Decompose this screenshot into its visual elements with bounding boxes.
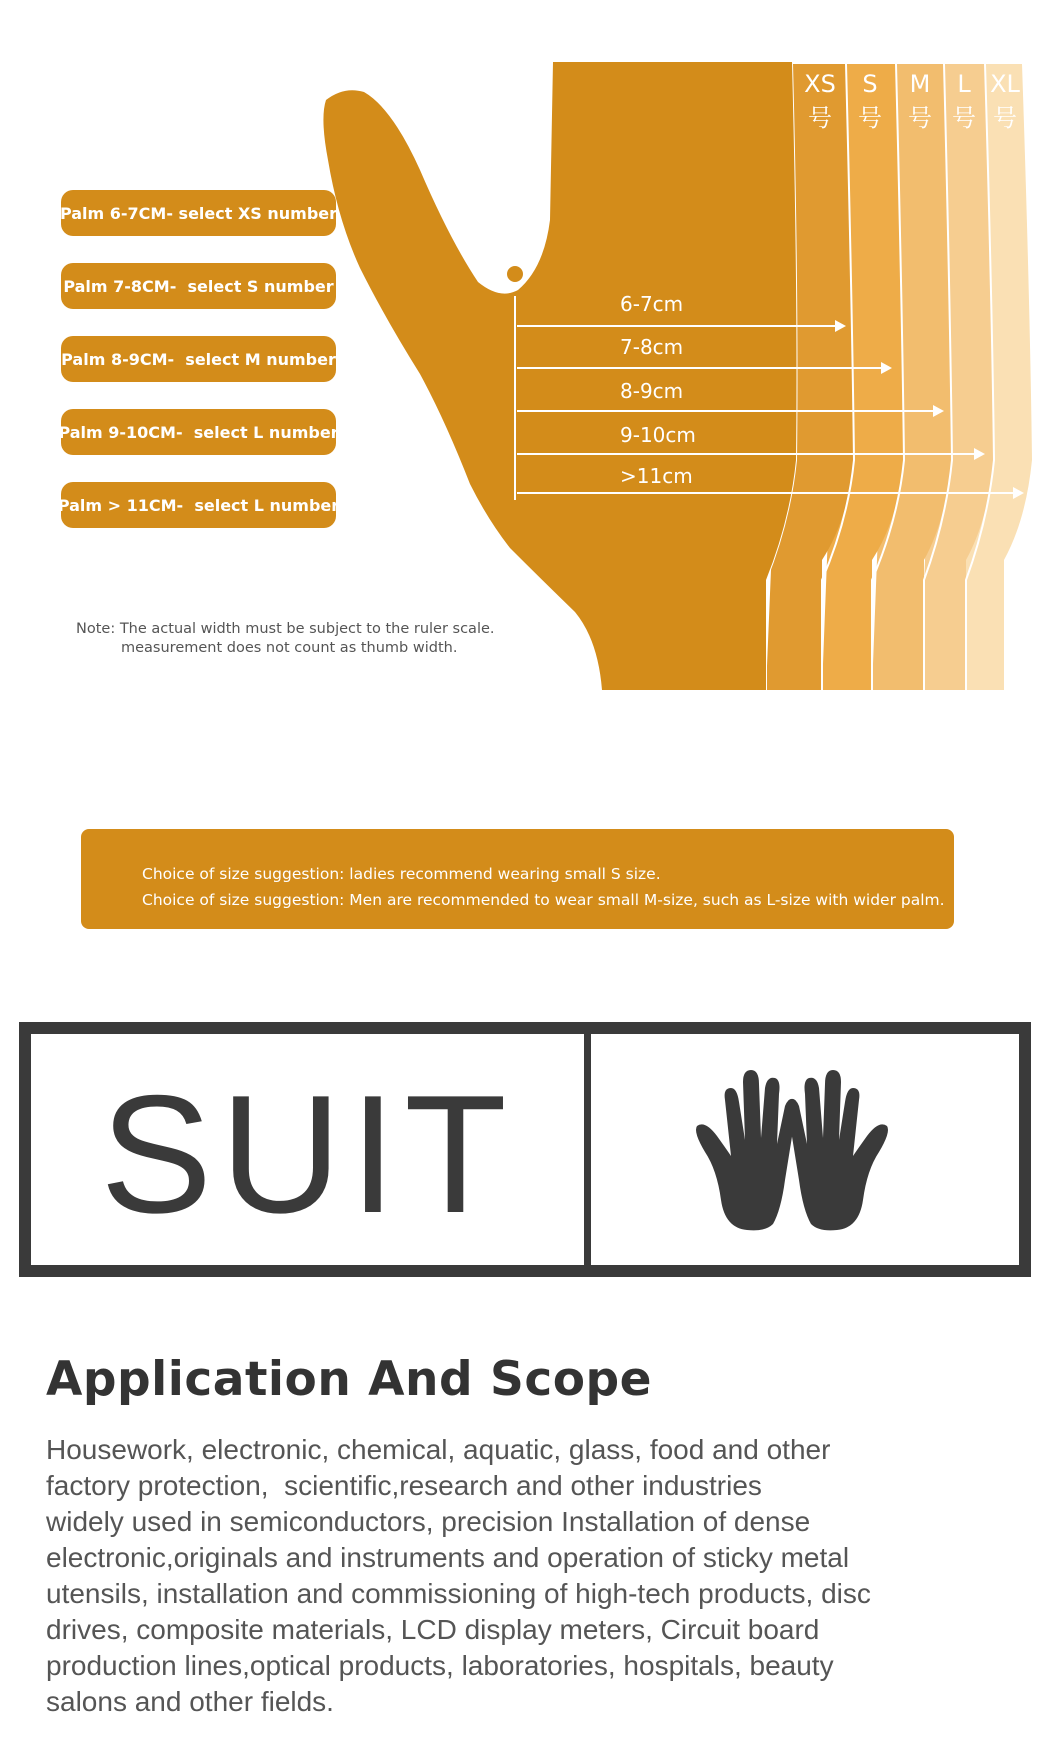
palm-rule-l: Palm 9-10CM- select L number <box>61 409 336 455</box>
suit-banner <box>19 1022 1031 1277</box>
application-line: drives, composite materials, LCD display meters, Circuit board <box>46 1614 820 1645</box>
size-header-xl-mark: 号 <box>993 104 1017 132</box>
application-line: electronic,originals and instruments and operation of sticky metal <box>46 1542 850 1573</box>
palm-rule-xl: Palm > 11CM- select L number <box>61 482 336 528</box>
note-line-1: Note: The actual width must be subject to the ruler scale. <box>76 621 495 637</box>
suit-word-cell <box>31 1034 591 1265</box>
size-header-l: L <box>957 70 971 98</box>
measure-label-xs: 6-7cm <box>620 292 684 316</box>
suit-word: SUIT <box>100 1059 515 1248</box>
size-header-m: M <box>909 70 931 98</box>
size-header-xs: XS <box>804 70 836 98</box>
measure-label-xl: >11cm <box>620 464 693 488</box>
size-header-l-mark: 号 <box>952 104 976 132</box>
size-header-s-mark: 号 <box>858 104 882 132</box>
application-description <box>46 1432 1026 1720</box>
application-line: Housework, electronic, chemical, aquatic, glass, food and other <box>46 1434 831 1465</box>
two-hands-icon <box>685 1060 925 1240</box>
palm-rule-m: Palm 8-9CM- select M number <box>61 336 336 382</box>
application-line: factory protection, scientific,research and other industries <box>46 1470 762 1501</box>
suggestion-ladies: Choice of size suggestion: ladies recommend wearing small S size. <box>142 865 661 883</box>
suit-icon-cell <box>591 1034 1019 1265</box>
size-header-s: S <box>862 70 878 98</box>
suggestion-men: Choice of size suggestion: Men are recommended to wear small M-size, such as L-size with wider palm. <box>142 891 945 909</box>
measure-label-l: 9-10cm <box>620 423 696 447</box>
hand-silhouette <box>323 62 796 690</box>
application-line: salons and other fields. <box>46 1686 334 1717</box>
palm-rule-xs: Palm 6-7CM- select XS number <box>61 190 336 236</box>
measurement-note <box>76 620 495 658</box>
size-header-xs-mark: 号 <box>808 104 832 132</box>
application-title: Application And Scope <box>46 1352 653 1407</box>
measure-label-s: 7-8cm <box>620 335 684 359</box>
note-line-2: measurement does not count as thumb width. <box>121 640 458 656</box>
application-line: production lines,optical products, laboratories, hospitals, beauty <box>46 1650 834 1681</box>
measure-label-m: 8-9cm <box>620 379 684 403</box>
application-line: utensils, installation and commissioning of high-tech products, disc <box>46 1578 871 1609</box>
size-suggestion-box <box>81 829 954 929</box>
size-header-xl: XL <box>990 70 1020 98</box>
application-line: widely used in semiconductors, precision Installation of dense <box>46 1506 811 1537</box>
palm-rule-s: Palm 7-8CM- select S number <box>61 263 336 309</box>
size-header-m-mark: 号 <box>908 104 932 132</box>
